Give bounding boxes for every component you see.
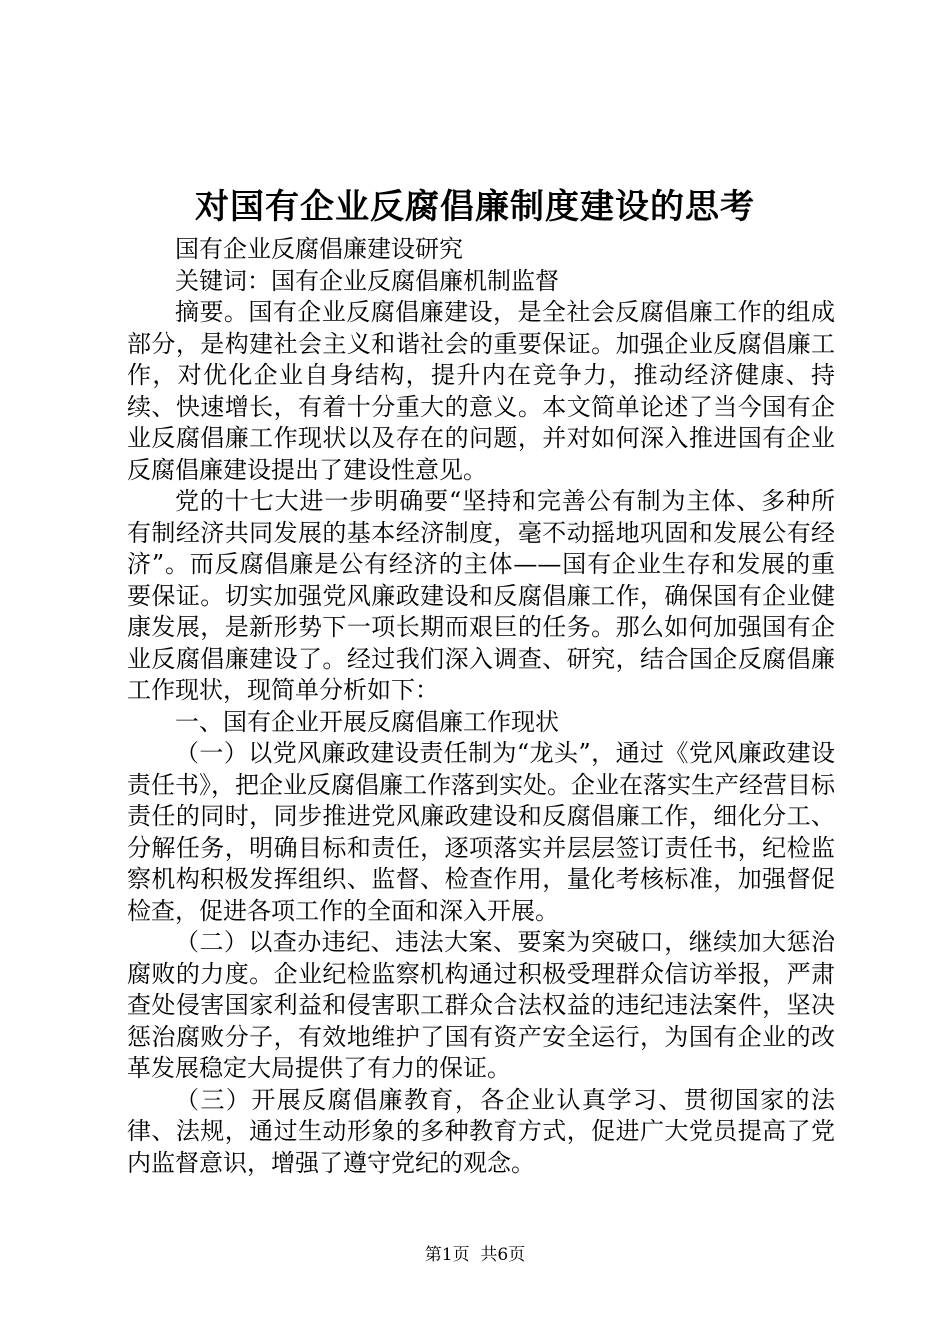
paragraph-keywords: 关键词：国有企业反腐倡廉机制监督: [175, 266, 559, 295]
paragraph-intro: 党的十七大进一步明确要“坚持和完善公有制为主体、多种所有制经济共同发展的基本经济制度，毫不动摇地巩固和发展公有经济”。而反腐倡廉是公有经济的主体——国有企业生存和发展的重要保证。切实加强党风廉政建设和反腐倡廉工作，确保国有企业健康发展，是新形势下一项长期而艰巨的任务。那么如何加强国有企业反腐倡廉建设了。经过我们深入调查、研究，结合国企反腐倡廉工作现状，现简单分析如下：: [127, 487, 835, 704]
paragraph-point-3: （三）开展反腐倡廉教育，各企业认真学习、贯彻国家的法律、法规，通过生动形象的多种教育方式，促进广大党员提高了党内监督意识，增强了遵守党纪的观念。: [127, 1085, 835, 1177]
paragraph-point-1: （一）以党风廉政建设责任制为“龙头”，通过《党风廉政建设责任书》，把企业反腐倡廉工作落到实处。企业在落实生产经营目标责任的同时，同步推进党风廉政建设和反腐倡廉工作，细化分工、分解任务，明确目标和责任，逐项落实并层层签订责任书，纪检监察机构积极发挥组织、监督、检查作用，量化考核标准，加强督促检查，促进各项工作的全面和深入开展。: [127, 739, 835, 925]
page-number-footer: 第1页 共6页: [424, 1245, 526, 1265]
paragraph-subtitle: 国有企业反腐倡廉建设研究: [175, 235, 463, 263]
document-body: [127, 234, 835, 1179]
document-title: 对国有企业反腐倡廉制度建设的思考: [195, 187, 755, 227]
paragraph-abstract: 摘要。国有企业反腐倡廉建设，是全社会反腐倡廉工作的组成部分，是构建社会主义和谐社会的重要保证。加强企业反腐倡廉工作，对优化企业自身结构，提升内在竞争力，推动经济健康、持续、快速增长，有着十分重大的意义。本文简单论述了当今国有企业反腐倡廉工作现状以及存在的问题，并对如何深入推进国有企业反腐倡廉建设提出了建设性意见。: [127, 298, 835, 484]
section-heading: 一、国有企业开展反腐倡廉工作现状: [175, 707, 559, 736]
paragraph-point-2: （二）以查办违纪、违法大案、要案为突破口，继续加大惩治腐败的力度。企业纪检监察机构通过积极受理群众信访举报，严肃查处侵害国家利益和侵害职工群众合法权益的违纪违法案件，坚决惩治腐败分子，有效地维护了国有资产安全运行，为国有企业的改革发展稳定大局提供了有力的保证。: [127, 928, 835, 1082]
